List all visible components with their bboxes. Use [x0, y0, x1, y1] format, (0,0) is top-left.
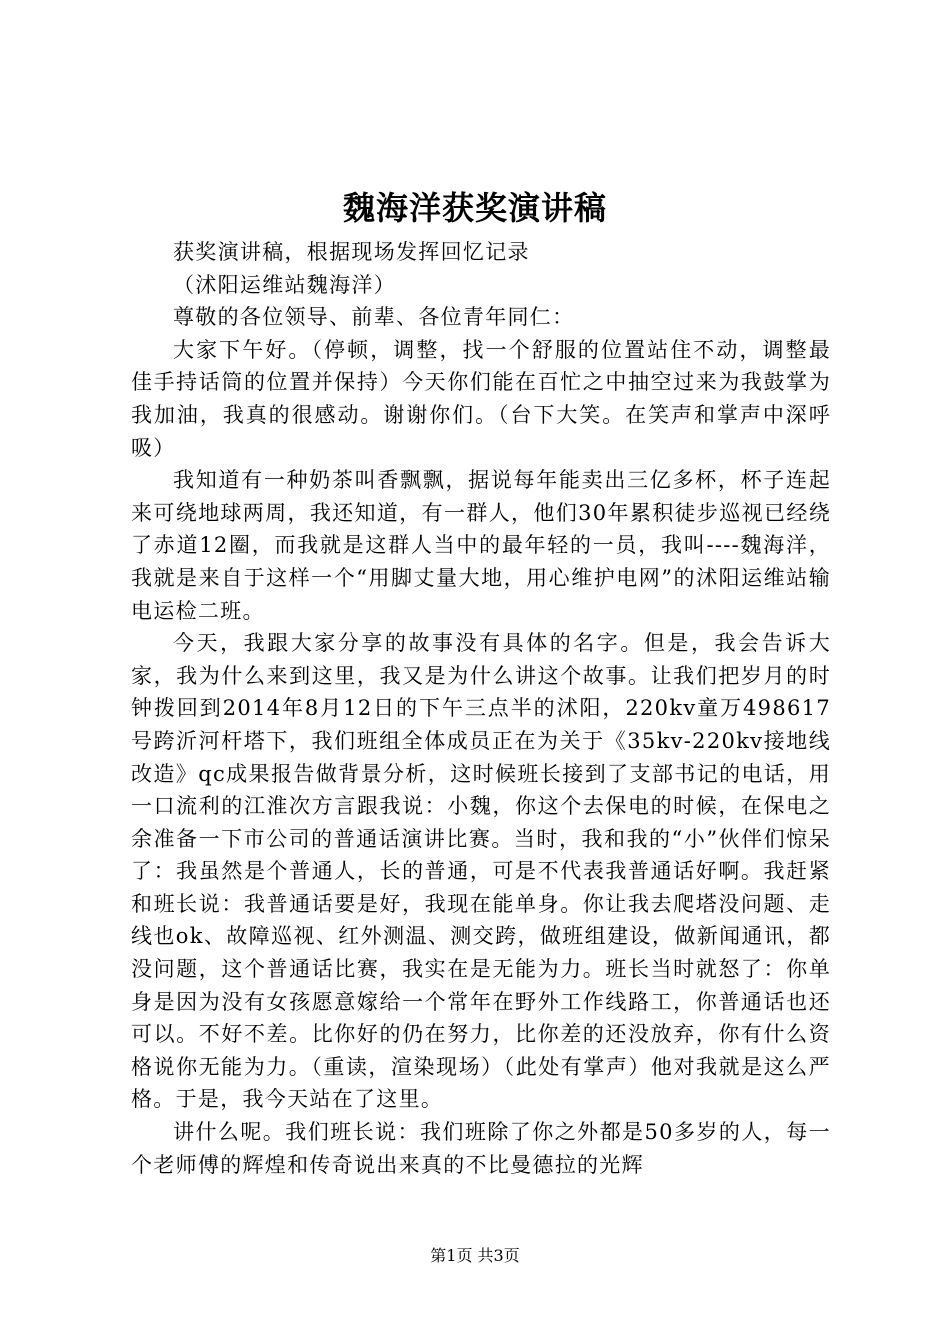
paragraph: 获奖演讲稿，根据现场发挥回忆记录 — [173, 240, 530, 264]
paragraph: 尊敬的各位领导、前辈、各位青年同仁： — [173, 305, 575, 330]
paragraph: 大家下午好。（停顿，调整，找一个舒服的位置站住不动，调整最佳手持话筒的位置并保持）今天你们能在百忙之中抽空过来为我鼓掌为我加油，我真的很感动。谢谢你们。（台下大笑。在笑声和掌声中深呼吸） — [131, 337, 831, 460]
paragraph: （沭阳运维站魏海洋） — [173, 272, 396, 297]
page-footer: 第1页 共3页 — [430, 1246, 520, 1265]
document-body — [131, 236, 831, 1181]
document-title: 魏海洋获奖演讲稿 — [342, 189, 607, 227]
paragraph: 讲什么呢。我们班长说：我们班除了你之外都是50多岁的人，每一个老师傅的辉煌和传奇说出来真的不比曼德拉的光辉 — [131, 1120, 831, 1177]
paragraph: 今天，我跟大家分享的故事没有具体的名字。但是，我会告诉大家，我为什么来到这里，我又是为什么讲这个故事。让我们把岁月的时钟拨回到2014年8月12日的下午三点半的沭阳，220kv童万498617号跨沂河杆塔下，我们班组全体成员正在为关于《35kv-220kv接地线改造》qc成果报告做背景分析，这时候班长接到了支部书记的电话，用一口流利的江淮次方言跟我说：小魏，你这个去保电的时候，在保电之余准备一下市公司的普通话演讲比赛。当时，我和我的“小”伙伴们惊呆了：我虽然是个普通人，长的普通，可是不代表我普通话好啊。我赶紧和班长说：我普通话要是好，我现在能单身。你让我去爬塔没问题、走线也ok、故障巡视、红外测温、测交跨，做班组建设，做新闻通讯，都没问题，这个普通话比赛，我实在是无能为力。班长当时就怒了：你单身是因为没有女孩愿意嫁给一个常年在野外工作线路工，你普通话也还可以。不好不差。比你好的仍在努力，比你差的还没放弃，你有什么资格说你无能为力。（重读，渲染现场）（此处有掌声）他对我就是这么严格。于是，我今天站在了这里。 — [131, 631, 831, 1112]
paragraph: 我知道有一种奶茶叫香飘飘，据说每年能卖出三亿多杯，杯子连起来可绕地球两周，我还知道，有一群人，他们30年累积徒步巡视已经绕了赤道12圈，而我就是这群人当中的最年轻的一员，我叫----魏海洋，我就是来自于这样一个“用脚丈量大地，用心维护电网”的沭阳运维站输电运检二班。 — [131, 468, 831, 623]
